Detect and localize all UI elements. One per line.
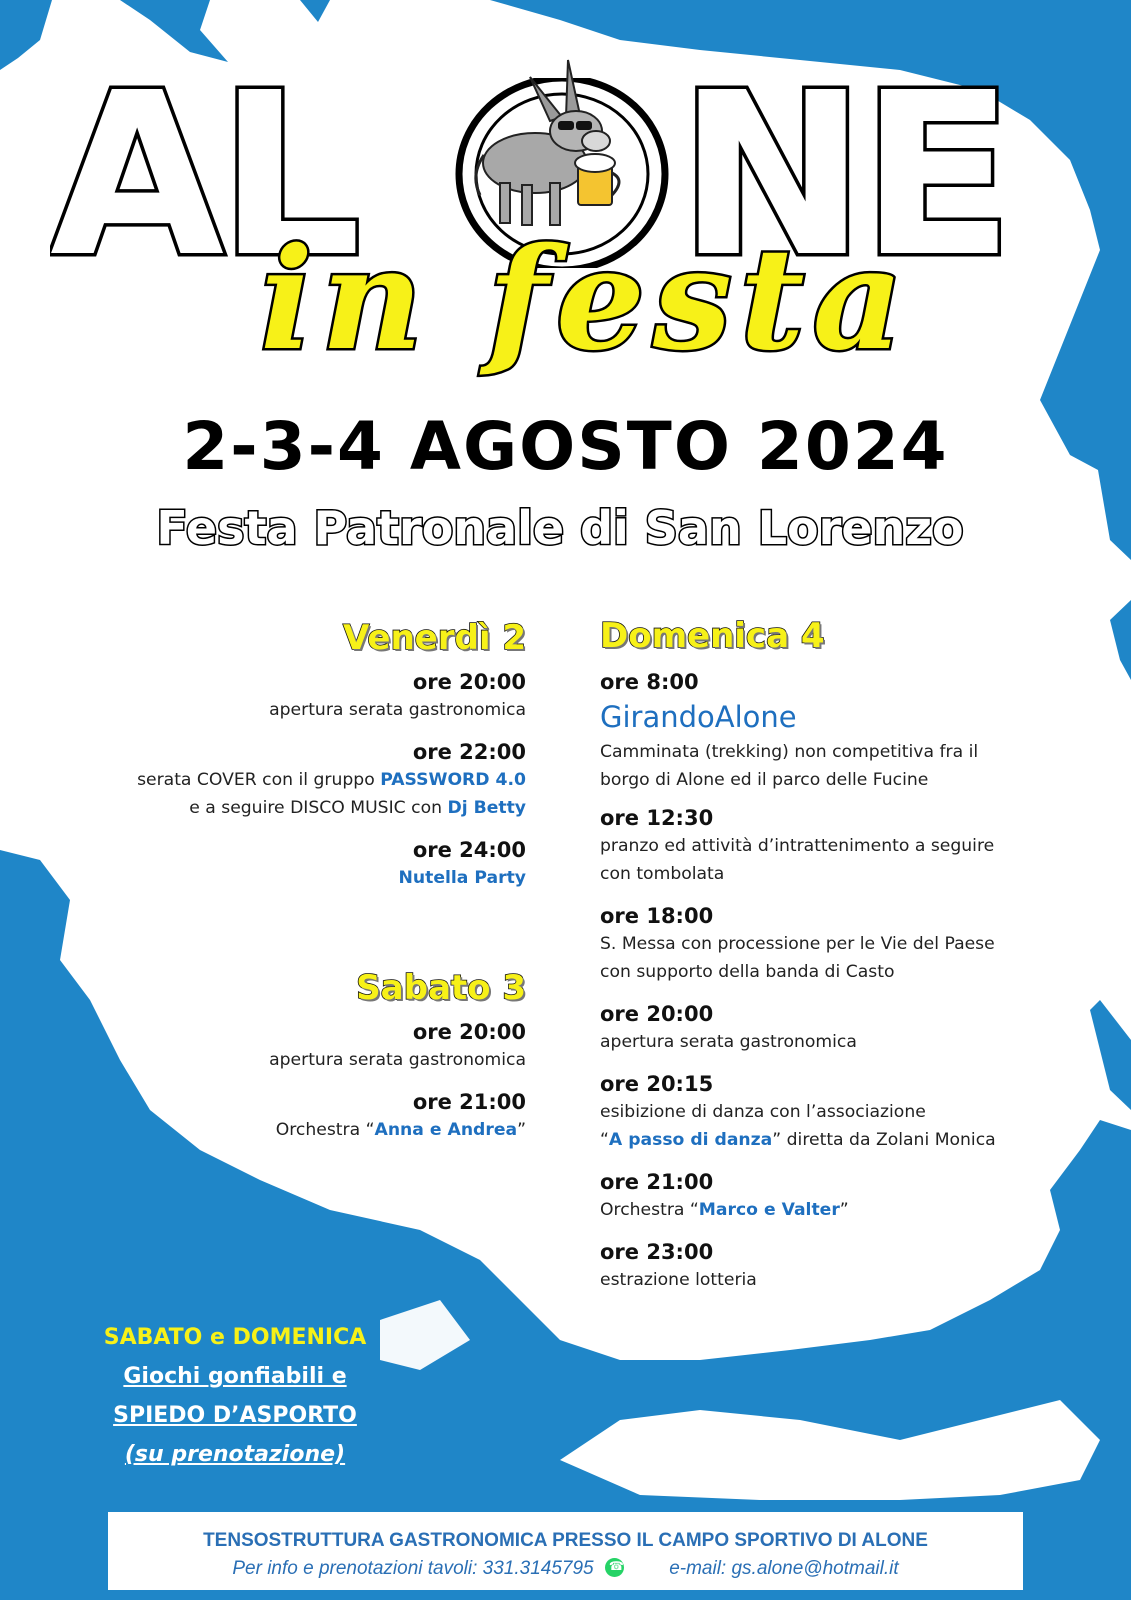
sunday-section	[600, 616, 1060, 1308]
promo-days: SABATO e DOMENICA	[103, 1325, 367, 1350]
sunday-title: Domenica 4	[600, 616, 825, 656]
festival-subtitle	[0, 492, 1131, 562]
whatsapp-icon	[605, 1558, 624, 1577]
sunday-event-5: ore 20:15 esibizione di danza con l’associazione “A passo di danza” diretta da Zolani Monica	[600, 1072, 996, 1150]
sunday-event-7: ore 23:00 estrazione lotteria	[600, 1240, 757, 1290]
friday-event-2: ore 22:00 serata COVER con il gruppo PASSWORD 4.0 e a seguire DISCO MUSIC con Dj Betty	[137, 740, 526, 818]
saturday-title: Sabato 3	[356, 968, 526, 1008]
title-alone-right: NE	[678, 78, 1009, 268]
promo-games: Giochi gonfiabili e	[123, 1364, 347, 1389]
sunday-event-3: ore 18:00 S. Messa con processione per le Vie del Paese con supporto della banda di Casto	[600, 904, 995, 982]
footer-contact	[108, 1558, 1023, 1580]
promo-reservation-note: (su prenotazione)	[124, 1442, 346, 1467]
svg-text:Festa Patronale di San Lorenzo: Festa Patronale di San Lorenzo	[156, 501, 964, 555]
friday-event-3: ore 24:00 Nutella Party	[398, 838, 526, 888]
promo-spiedo: SPIEDO D’ASPORTO	[113, 1403, 357, 1428]
weekend-promo	[30, 1318, 440, 1474]
saturday-section	[60, 968, 526, 1158]
donkey-mascot-icon	[470, 55, 630, 235]
sunday-event-6: ore 21:00 Orchestra “Marco e Valter”	[600, 1170, 849, 1220]
sunday-event-2: ore 12:30 pranzo ed attività d’intrattenimento a seguire con tombolata	[600, 806, 995, 884]
footer-venue: TENSOSTRUTTURA GASTRONOMICA PRESSO IL CAMPO SPORTIVO DI ALONE	[203, 1530, 928, 1551]
footer-box	[108, 1512, 1023, 1590]
saturday-event-1: ore 20:00 apertura serata gastronomica	[269, 1020, 526, 1070]
title-in-festa	[250, 230, 1080, 380]
event-dates: 2-3-4 AGOSTO 2024	[182, 408, 949, 485]
svg-text:in festa: in festa	[260, 230, 912, 380]
sunday-event-4: ore 20:00 apertura serata gastronomica	[600, 1002, 857, 1052]
saturday-event-2: ore 21:00 Orchestra “Anna e Andrea”	[275, 1090, 526, 1140]
footer-email: e-mail: gs.alone@hotmail.it	[669, 1558, 899, 1579]
title-alone-left: AL	[50, 78, 356, 268]
sunday-event-1: ore 8:00 GirandoAlone Camminata (trekking) non competitiva fra il borgo di Alone ed il parco delle Fucine	[600, 668, 1060, 794]
footer-phone: Per info e prenotazioni tavoli: 331.3145795	[232, 1558, 594, 1579]
friday-section	[60, 618, 526, 906]
friday-title: Venerdì 2	[342, 618, 526, 658]
friday-event-1: ore 20:00 apertura serata gastronomica	[269, 670, 526, 720]
girandoalone-headline: GirandoAlone	[600, 700, 797, 734]
